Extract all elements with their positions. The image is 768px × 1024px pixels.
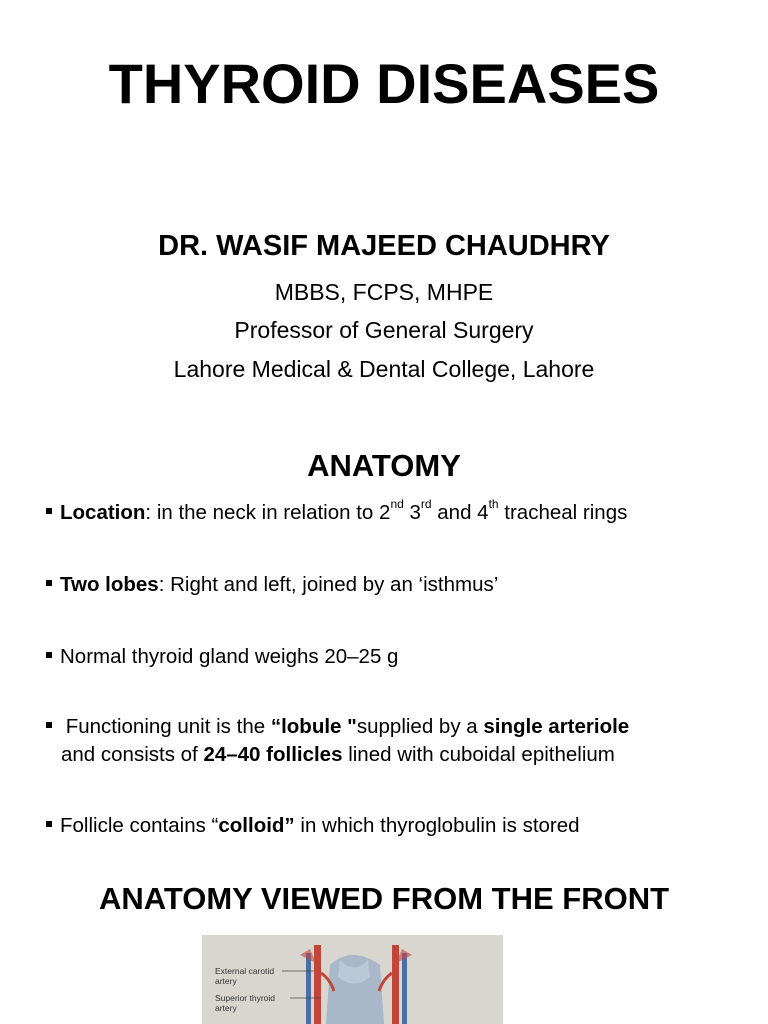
arteriole-term: single arteriole: [483, 715, 630, 738]
follicle-text-end: in which thyroglobulin is stored: [294, 814, 580, 837]
label-external-carotid-line1: External carotid: [215, 966, 275, 976]
lobes-text: : Right and left, joined by an ‘isthmus’: [158, 573, 499, 596]
functioning-line2-text: and consists of: [61, 743, 204, 766]
right-carotid-artery: [392, 945, 399, 1024]
anatomy-figure: [202, 935, 503, 1024]
bullet-icon: [46, 652, 52, 658]
left-carotid-artery: [314, 945, 321, 1024]
follicle-text: Follicle contains “: [60, 814, 219, 837]
sup-rd: rd: [420, 497, 432, 512]
sup-nd: nd: [390, 497, 404, 512]
bullet-icon: [46, 821, 52, 827]
right-jugular-vein: [402, 953, 407, 1024]
location-text-3: 3: [403, 501, 421, 524]
bullet-functioning: [46, 713, 746, 741]
section-heading-anatomy: ANATOMY: [307, 448, 461, 483]
functioning-text: Functioning unit is the: [60, 715, 271, 738]
bullet-location: [46, 499, 746, 527]
location-text: : in the neck in relation to 2: [145, 501, 391, 524]
sup-th: th: [488, 497, 499, 512]
bullet-weight: [46, 643, 746, 671]
location-label: Location: [60, 501, 146, 524]
bullet-icon: [46, 508, 52, 514]
author-name: DR. WASIF MAJEED CHAUDHRY: [158, 230, 610, 262]
lobule-term: “lobule ": [270, 715, 357, 738]
weight-text: Normal thyroid gland weighs 20–25 g: [60, 645, 399, 668]
author-position: Professor of General Surgery: [234, 317, 534, 343]
location-text-end: tracheal rings: [498, 501, 628, 524]
functioning-line2-end: lined with cuboidal epithelium: [342, 743, 615, 766]
follicles-term: 24–40 follicles: [203, 743, 343, 766]
bullet-icon: [46, 722, 52, 728]
label-superior-thyroid: [215, 993, 275, 1013]
bullet-icon: [46, 580, 52, 586]
bullet-functioning-line2: [46, 741, 761, 769]
lobes-label: Two lobes: [60, 573, 159, 596]
label-external-carotid-line2: artery: [215, 976, 237, 986]
location-text-4: and 4: [431, 501, 489, 524]
author-institution: Lahore Medical & Dental College, Lahore: [173, 356, 595, 382]
functioning-text-mid: supplied by a: [356, 715, 484, 738]
colloid-term: colloid”: [218, 814, 295, 837]
page-title: THYROID DISEASES: [108, 52, 660, 115]
author-degrees: MBBS, FCPS, MHPE: [274, 279, 494, 305]
left-jugular-vein: [306, 953, 311, 1024]
section-heading-front-view: ANATOMY VIEWED FROM THE FRONT: [98, 881, 670, 916]
bullet-lobes: [46, 571, 746, 599]
label-external-carotid: [215, 966, 274, 986]
bullet-follicle: [46, 812, 746, 840]
label-superior-thyroid-line1: Superior thyroid: [215, 993, 276, 1003]
label-superior-thyroid-line2: artery: [215, 1003, 237, 1013]
